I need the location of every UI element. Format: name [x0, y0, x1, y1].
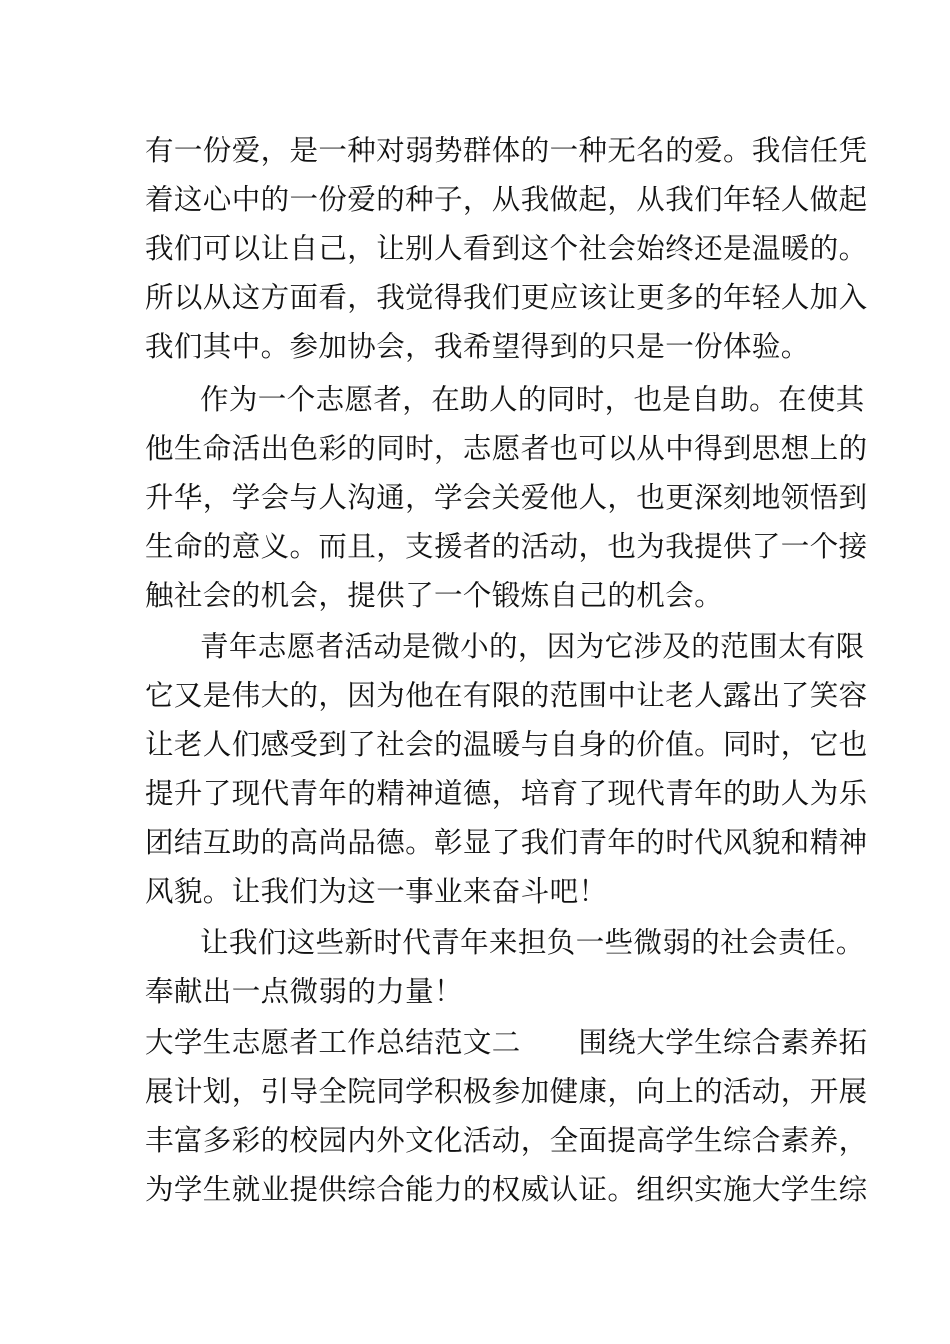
text-line: 展计划，引导全院同学积极参加健康，向上的活动，开展 — [145, 1075, 868, 1108]
paragraph-first-line: 作为一个志愿者，在助人的同时，也是自助。在使其 — [200, 383, 865, 416]
text-line: 让老人们感受到了社会的温暖与自身的价值。同时，它也 — [145, 728, 868, 761]
text-line: 生命的意义。而且，支援者的活动，也为我提供了一个接 — [145, 530, 868, 563]
text-line: 提升了现代青年的精神道德，培育了现代青年的助人为乐 — [145, 777, 868, 810]
text-line: 奉献出一点微弱的力量！ — [145, 975, 463, 1008]
text-line: 他生命活出色彩的同时，志愿者也可以从中得到思想上的 — [145, 432, 868, 465]
text-line: 触社会的机会，提供了一个锻炼自己的机会。 — [145, 579, 724, 612]
text-line: 我们其中。参加协会，我希望得到的只是一份体验。 — [145, 330, 810, 363]
text-line: 着这心中的一份爱的种子，从我做起，从我们年轻人做起 — [145, 183, 868, 216]
text-line: 有一份爱，是一种对弱势群体的一种无名的爱。我信任凭 — [145, 134, 868, 167]
text-line: 风貌。让我们为这一事业来奋斗吧！ — [145, 875, 608, 908]
text-line: 升华，学会与人沟通，学会关爱他人，也更深刻地领悟到 — [145, 481, 868, 514]
paragraph-first-line: 青年志愿者活动是微小的，因为它涉及的范围太有限 — [200, 630, 865, 663]
text-line: 为学生就业提供综合能力的权威认证。组织实施大学生综 — [145, 1173, 868, 1206]
paragraph-first-line: 让我们这些新时代青年来担负一些微弱的社会责任。 — [200, 926, 865, 959]
section-heading-line: 大学生志愿者工作总结范文二 围绕大学生综合素养拓 — [145, 1026, 868, 1059]
text-line: 团结互助的高尚品德。彰显了我们青年的时代风貌和精神 — [145, 826, 868, 859]
text-line: 它又是伟大的，因为他在有限的范围中让老人露出了笑容 — [145, 679, 868, 712]
text-line: 我们可以让自己，让别人看到这个社会始终还是温暖的。 — [145, 232, 868, 265]
text-line: 丰富多彩的校园内外文化活动，全面提高学生综合素养， — [145, 1124, 868, 1157]
text-line: 所以从这方面看，我觉得我们更应该让更多的年轻人加入 — [145, 281, 868, 314]
